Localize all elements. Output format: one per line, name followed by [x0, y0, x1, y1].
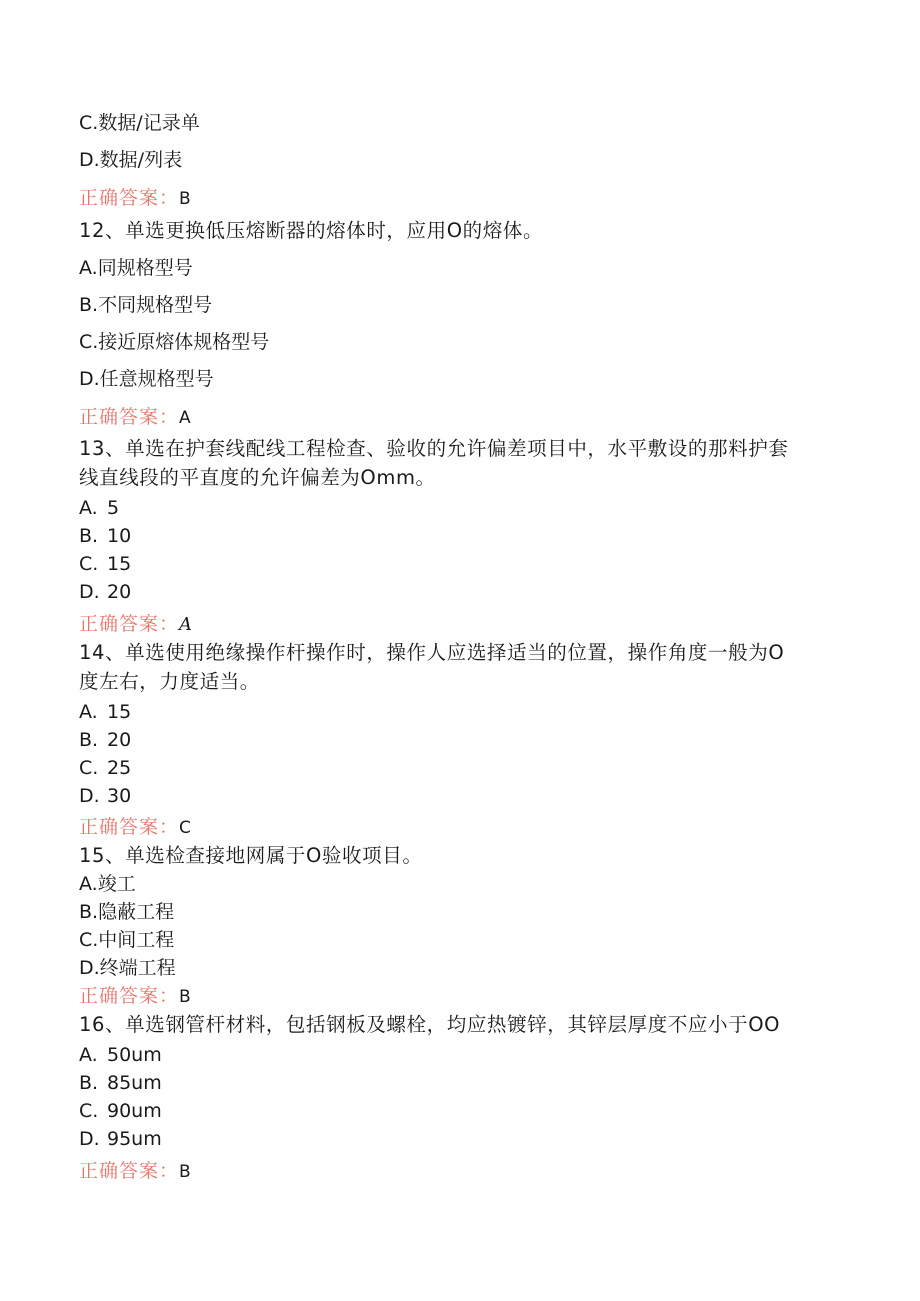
option-value: 20: [107, 729, 132, 751]
answer-value: B: [179, 1162, 191, 1182]
question-12-text: 12、单选更换低压熔断器的熔体时，应用O的熔体。: [79, 219, 544, 242]
answer-value: B: [179, 189, 191, 209]
option-value: 85um: [107, 1072, 162, 1094]
answer-label: 正确答案：: [79, 816, 180, 838]
option-c: C.接近原熔体规格型号: [79, 331, 270, 353]
option-b: B.隐蔽工程: [79, 901, 175, 923]
option-letter: D.: [79, 785, 100, 807]
question-14-text-line2: 度左右，力度适当。: [79, 670, 260, 693]
option-letter: C.: [79, 1100, 99, 1122]
answer-row: [79, 984, 191, 1009]
option-value: 15: [107, 701, 132, 723]
option-a: [79, 496, 119, 520]
option-d: D.任意规格型号: [79, 368, 214, 390]
answer-label: 正确答案：: [79, 613, 180, 635]
option-c: C.中间工程: [79, 929, 175, 951]
answer-row: [79, 186, 191, 211]
option-value: 30: [107, 785, 132, 807]
option-value: 50um: [107, 1044, 162, 1066]
answer-row: [79, 1159, 191, 1184]
option-a: A.竣工: [79, 873, 136, 895]
option-letter: D.: [79, 1128, 100, 1150]
answer-row: [79, 405, 191, 430]
answer-row: [79, 815, 191, 840]
option-value: 25: [107, 757, 132, 779]
option-value: 90um: [107, 1100, 162, 1122]
answer-row: [79, 612, 192, 637]
option-value: 15: [107, 553, 132, 575]
option-letter: B.: [79, 729, 99, 751]
option-c: C.数据/记录单: [79, 112, 200, 134]
question-16-text: 16、单选钢管杆材料，包括钢板及螺栓，均应热镀锌，其锌层厚度不应小于OO: [79, 1013, 781, 1036]
option-c: [79, 756, 131, 780]
answer-value: A: [179, 614, 193, 635]
option-a: [79, 700, 131, 724]
option-c: [79, 1099, 162, 1123]
question-14-text-line1: 14、单选使用绝缘操作杆操作时，操作人应选择适当的位置，操作角度一般为O: [79, 641, 785, 664]
option-letter: B.: [79, 525, 99, 547]
option-d: D.数据/列表: [79, 149, 183, 171]
option-b: [79, 728, 131, 752]
question-15-text: 15、单选检查接地网属于O验收项目。: [79, 844, 423, 867]
answer-value: C: [179, 818, 191, 838]
answer-label: 正确答案：: [79, 187, 180, 209]
answer-label: 正确答案：: [79, 985, 180, 1007]
option-letter: C.: [79, 757, 99, 779]
option-d: [79, 784, 131, 808]
option-value: 95um: [107, 1128, 162, 1150]
answer-label: 正确答案：: [79, 406, 180, 428]
question-13-text-line1: 13、单选在护套线配线工程检查、验收的允许偏差项目中，水平敷设的那料护套: [79, 437, 789, 460]
option-letter: A.: [79, 1044, 98, 1066]
option-d: D.终端工程: [79, 957, 176, 979]
question-13-text-line2: 线直线段的平直度的允许偏差为Omm。: [79, 466, 436, 489]
answer-value: B: [179, 987, 191, 1007]
option-a: [79, 1043, 162, 1067]
answer-value: A: [179, 408, 191, 428]
option-letter: D.: [79, 581, 100, 603]
option-value: 5: [107, 497, 120, 519]
option-letter: C.: [79, 553, 99, 575]
option-c: [79, 552, 131, 576]
option-letter: B.: [79, 1072, 99, 1094]
option-b: B.不同规格型号: [79, 294, 213, 316]
option-value: 10: [107, 525, 132, 547]
option-b: [79, 1071, 162, 1095]
option-letter: A.: [79, 497, 98, 519]
answer-label: 正确答案：: [79, 1160, 180, 1182]
option-d: [79, 580, 131, 604]
option-a: A.同规格型号: [79, 257, 193, 279]
option-d: [79, 1127, 162, 1151]
option-letter: A.: [79, 701, 98, 723]
option-value: 20: [107, 581, 132, 603]
option-b: [79, 524, 131, 548]
